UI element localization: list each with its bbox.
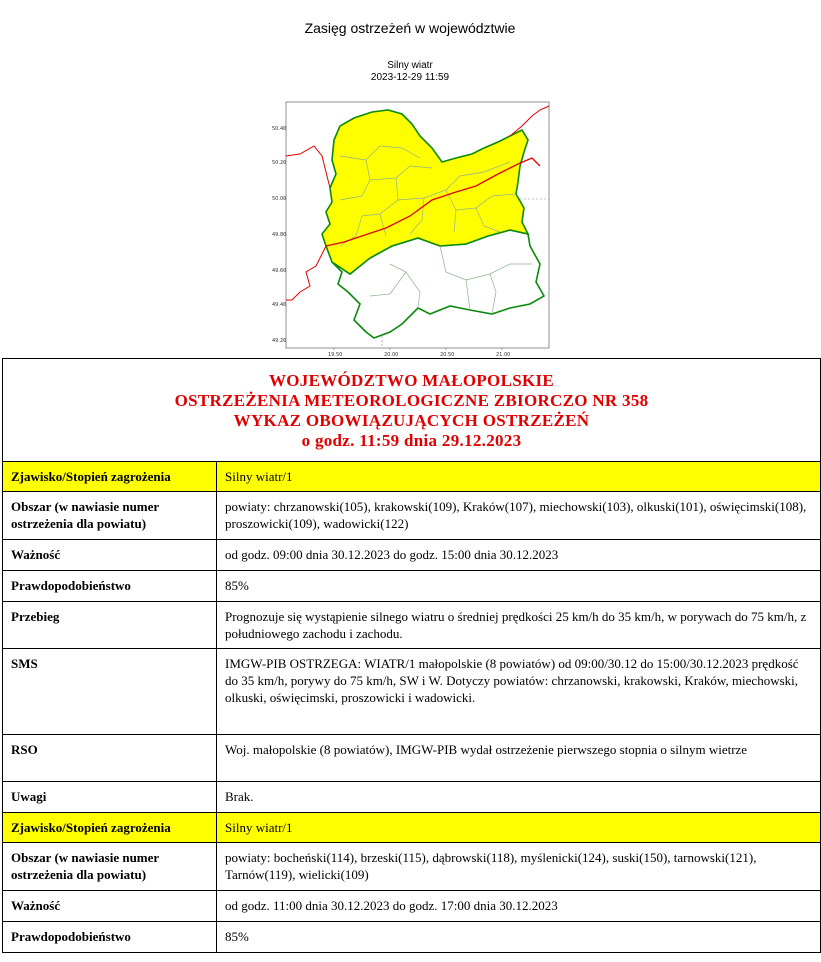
row-label: RSO: [3, 735, 217, 782]
header-issue-time: o godz. 11:59 dnia 29.12.2023: [301, 431, 522, 450]
row-value: od godz. 11:00 dnia 30.12.2023 do godz. 17:00 dnia 30.12.2023: [217, 891, 821, 922]
row-value: powiaty: chrzanowski(105), krakowski(109), Kraków(107), miechowski(103), olkuski(101), oświęcimski(108), proszowicki(109), wadowicki(122): [217, 492, 821, 540]
row-label: Obszar (w nawiasie numer ostrzeżenia dla powiatu): [3, 492, 217, 540]
lat-tick: 49.60: [272, 268, 287, 274]
row-label: Zjawisko/Stopień zagrożenia: [3, 813, 217, 843]
page-title: Zasięg ostrzeżeń w województwie: [304, 20, 516, 36]
warning-map: [270, 96, 552, 358]
row-value: powiaty: bocheński(114), brzeski(115), dąbrowski(118), myślenicki(124), suski(150), tarnowski(121), Tarnów(119), wielicki(109): [217, 843, 821, 891]
table-row: [3, 602, 821, 649]
lat-tick: 49.80: [272, 232, 287, 238]
table-row: [3, 735, 821, 782]
row-label: Prawdopodobieństwo: [3, 922, 217, 953]
row-label: Obszar (w nawiasie numer ostrzeżenia dla powiatu): [3, 843, 217, 891]
row-value: Silny wiatr/1: [217, 462, 821, 492]
table-row: [3, 891, 821, 922]
row-value: Woj. małopolskie (8 powiatów), IMGW-PIB wydał ostrzeżenie pierwszego stopnia o silnym wietrze: [217, 735, 821, 782]
table-row: [3, 540, 821, 571]
row-label: Uwagi: [3, 782, 217, 813]
table-header-row: [3, 359, 821, 462]
warning-map-svg: [270, 96, 552, 358]
header-region: WOJEWÓDZTWO MAŁOPOLSKIE: [268, 371, 555, 390]
lon-tick: 21.00: [496, 352, 511, 358]
row-label: Ważność: [3, 540, 217, 571]
row-value: 85%: [217, 922, 821, 953]
header-list-title: WYKAZ OBOWIĄZUJĄCYCH OSTRZEŻEŃ: [233, 411, 590, 430]
row-value: od godz. 09:00 dnia 30.12.2023 do godz. 15:00 dnia 30.12.2023: [217, 540, 821, 571]
table-row: [3, 843, 821, 891]
lat-tick: 50.00: [272, 196, 287, 202]
row-value: 85%: [217, 571, 821, 602]
table-header: [3, 359, 821, 462]
lon-tick: 20.50: [440, 352, 455, 358]
lat-tick: 50.20: [272, 160, 287, 166]
lat-tick: 50.40: [272, 126, 287, 132]
table-row: [3, 571, 821, 602]
row-value: Brak.: [217, 782, 821, 813]
row-value: IMGW-PIB OSTRZEGA: WIATR/1 małopolskie (8 powiatów) od 09:00/30.12 do 15:00/30.12.2023 prędkość do 35 km/h, porywy do 75 km/h, SW i W. Dotyczy powiatów: chrzanowski, krakowski, Kraków, miechowski, olkuski, oświęcimski, proszowicki i wadowicki.: [217, 649, 821, 735]
lon-tick: 19.50: [328, 352, 343, 358]
warnings-table: [2, 358, 821, 953]
table-row: [3, 462, 821, 492]
table-row: [3, 649, 821, 735]
row-label: Prawdopodobieństwo: [3, 571, 217, 602]
table-row: [3, 922, 821, 953]
row-label: Przebieg: [3, 602, 217, 649]
row-label: Ważność: [3, 891, 217, 922]
lat-tick: 49.40: [272, 302, 287, 308]
lon-tick: 20.00: [384, 352, 399, 358]
header-bulletin: OSTRZEŻENIA METEOROLOGICZNE ZBIORCZO NR 358: [174, 391, 649, 410]
lat-tick: 49.20: [272, 338, 287, 344]
row-label: SMS: [3, 649, 217, 735]
map-hazard-label: Silny wiatr: [387, 60, 433, 71]
table-row: [3, 492, 821, 540]
row-value: Silny wiatr/1: [217, 813, 821, 843]
table-row: [3, 782, 821, 813]
row-label: Zjawisko/Stopień zagrożenia: [3, 462, 217, 492]
table-row: [3, 813, 821, 843]
row-value: Prognozuje się wystąpienie silnego wiatru o średniej prędkości 25 km/h do 35 km/h, w porywach do 75 km/h, z południowego zachodu i zachodu.: [217, 602, 821, 649]
map-timestamp: 2023-12-29 11:59: [370, 72, 450, 83]
